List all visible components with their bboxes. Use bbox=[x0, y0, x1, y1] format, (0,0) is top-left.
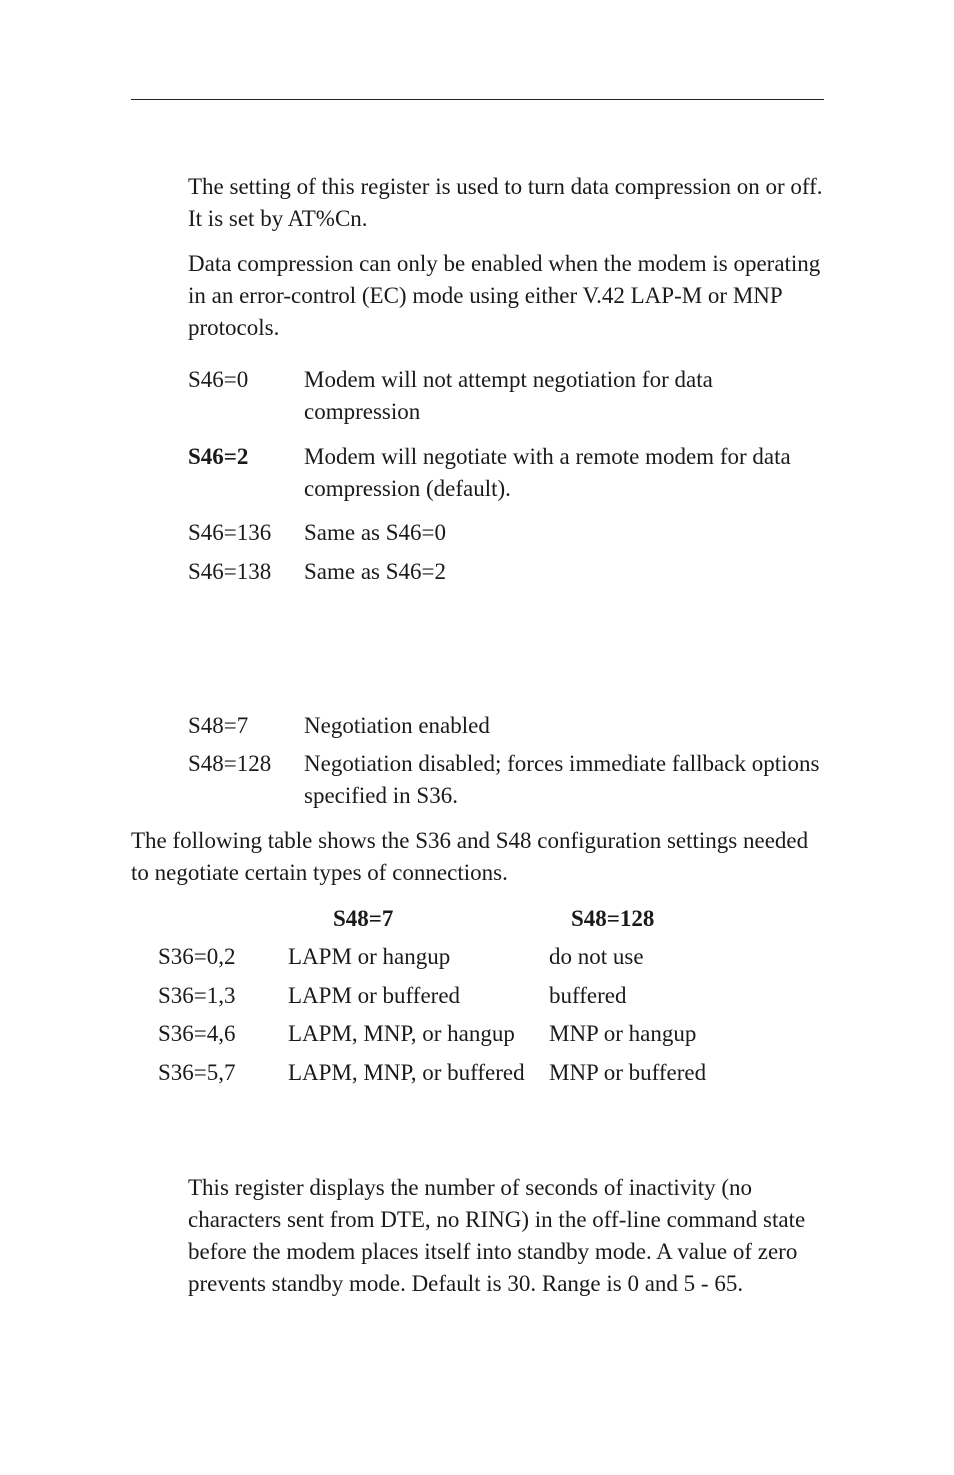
table-cell: MNP or buffered bbox=[549, 1060, 707, 1085]
table-cell: LAPM or hangup bbox=[288, 944, 451, 969]
column-header: S48=7 bbox=[333, 906, 394, 931]
option-description: Same as S46=2 bbox=[304, 559, 447, 584]
option-description: Same as S46=0 bbox=[304, 520, 447, 545]
table-cell: S36=1,3 bbox=[158, 983, 236, 1008]
table-row bbox=[158, 980, 758, 1012]
option-description: Negotiation enabled bbox=[304, 713, 490, 738]
table-cell: LAPM, MNP, or hangup bbox=[288, 1021, 515, 1046]
table-header-row bbox=[158, 903, 758, 935]
option-key: S48=128 bbox=[188, 751, 272, 776]
s46-ec-paragraph: Data compression can only be enabled when the modem is operating in an error-control (EC) mode using either V.42 LAP-M or MNP protocols. bbox=[188, 251, 821, 340]
table-row bbox=[158, 1018, 758, 1050]
s46-intro-paragraph: The setting of this register is used to turn data compression on or off. It is set by AT%Cn. bbox=[188, 174, 823, 231]
standby-paragraph: This register displays the number of seconds of inactivity (no characters sent from DTE, no RING) in the off-line command state before the modem places itself into standby mode. A value of zero prevents standby mode. Default is 30. Range is 0 and 5 - 65. bbox=[188, 1175, 806, 1296]
option-description: Modem will negotiate with a remote modem for data compression (default). bbox=[304, 444, 791, 501]
option-key: S46=136 bbox=[188, 520, 272, 545]
option-key: S48=7 bbox=[188, 713, 249, 738]
option-key: S46=0 bbox=[188, 367, 249, 392]
table-cell: do not use bbox=[549, 944, 644, 969]
table-intro-paragraph: The following table shows the S36 and S48 configuration settings needed to negotiate certain types of connections. bbox=[131, 828, 809, 885]
table-cell: MNP or hangup bbox=[549, 1021, 697, 1046]
table-row bbox=[158, 941, 758, 973]
option-key-default: S46=2 bbox=[188, 444, 249, 469]
table-cell: LAPM, MNP, or buffered bbox=[288, 1060, 525, 1085]
option-description: Negotiation disabled; forces immediate fallback options specified in S36. bbox=[304, 751, 820, 808]
table-cell: S36=4,6 bbox=[158, 1021, 236, 1046]
table-cell: buffered bbox=[549, 983, 627, 1008]
table-cell: S36=5,7 bbox=[158, 1060, 236, 1085]
option-key: S46=138 bbox=[188, 559, 272, 584]
header-rule bbox=[131, 99, 824, 100]
table-cell: S36=0,2 bbox=[158, 944, 236, 969]
option-description: Modem will not attempt negotiation for data compression bbox=[304, 367, 713, 424]
table-cell: LAPM or buffered bbox=[288, 983, 461, 1008]
table-row bbox=[158, 1057, 758, 1089]
column-header: S48=128 bbox=[571, 906, 655, 931]
